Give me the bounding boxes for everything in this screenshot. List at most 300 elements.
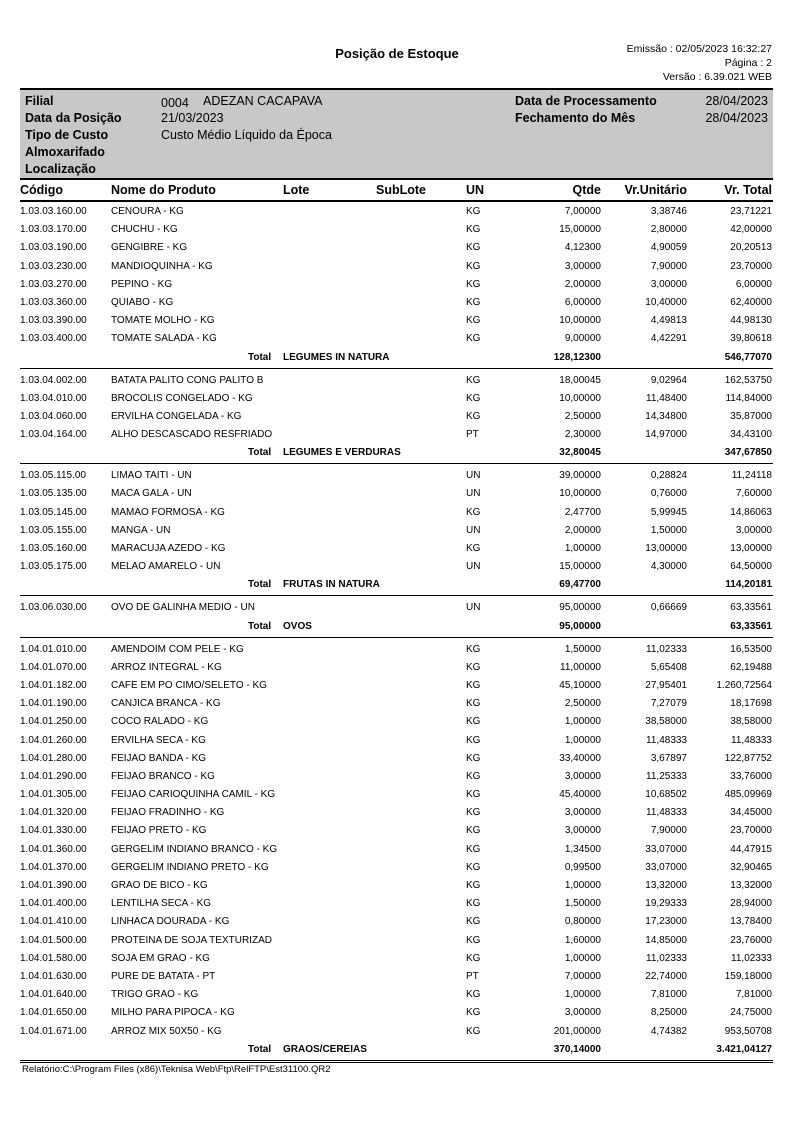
- product-unit: KG: [466, 543, 481, 554]
- product-code: 1.04.01.671.00: [20, 1025, 87, 1037]
- product-qtde: 33,40000: [559, 752, 601, 764]
- product-unit: KG: [466, 989, 481, 1001]
- product-total-value: 62,40000: [730, 296, 772, 308]
- product-unit: PT: [466, 970, 479, 982]
- product-name: COCO RALADO - KG: [111, 716, 209, 728]
- table-row: [20, 822, 773, 840]
- product-unit: UN: [466, 602, 481, 614]
- table-row: [20, 276, 773, 294]
- product-unit: UN: [466, 524, 481, 536]
- product-qtde: 1,00000: [564, 989, 601, 1001]
- product-code: 1.04.01.360.00: [20, 843, 87, 855]
- table-row: [20, 1004, 773, 1022]
- product-unit-value: 14,85000: [645, 934, 687, 946]
- table-row: [20, 713, 773, 731]
- product-unit: KG: [466, 934, 481, 946]
- product-code: 1.03.05.160.00: [20, 543, 87, 554]
- product-total-value: 7,60000: [735, 488, 772, 500]
- product-code: 1.04.01.650.00: [20, 1007, 87, 1019]
- product-qtde: 3,00000: [564, 770, 601, 782]
- product-unit-value: 0,28824: [650, 470, 687, 482]
- product-qtde: 95,00000: [559, 602, 601, 614]
- product-qtde: 15,00000: [559, 224, 601, 236]
- table-row: [20, 895, 773, 913]
- table-row: [20, 599, 773, 617]
- product-total-value: 44,98130: [730, 315, 772, 327]
- product-name: LENTILHA SECA - KG: [111, 898, 212, 910]
- data-posicao: 21/03/2023: [161, 111, 224, 125]
- table-row: [20, 294, 773, 312]
- product-name: GERGELIM INDIANO PRETO - KG: [111, 861, 269, 873]
- product-name: GENGIBRE - KG: [111, 242, 188, 254]
- product-unit: KG: [466, 661, 481, 673]
- table-row: [20, 968, 773, 986]
- product-unit-value: 11,25333: [646, 770, 687, 782]
- fechamento-label: Fechamento do Mês: [515, 111, 636, 125]
- product-code: 1.03.03.190.00: [20, 242, 87, 254]
- product-unit: KG: [466, 296, 481, 308]
- product-name: BROCOLIS CONGELADO - KG: [111, 392, 253, 404]
- product-unit-value: 11,48400: [646, 392, 687, 404]
- product-unit-value: 33,07000: [645, 843, 687, 855]
- product-unit-value: 11,02333: [646, 643, 687, 655]
- product-unit-value: 7,81000: [650, 989, 687, 1001]
- product-unit-value: 11,02333: [646, 952, 687, 964]
- product-unit: KG: [466, 392, 481, 404]
- col-qtde: Qtde: [572, 183, 601, 197]
- localizacao-label: Localização: [25, 162, 96, 176]
- product-total-value: 13,32000: [730, 880, 772, 891]
- product-unit: KG: [466, 224, 481, 236]
- product-qtde: 39,00000: [559, 470, 601, 482]
- product-name: BATATA PALITO CONG PALITO B: [111, 374, 264, 386]
- product-qtde: 1,00000: [564, 716, 601, 728]
- product-code: 1.04.01.400.00: [20, 898, 87, 910]
- table-row: [20, 859, 773, 877]
- product-total-value: 23,70000: [730, 260, 772, 272]
- table-row: [20, 540, 773, 558]
- product-total-value: 162,53750: [724, 374, 772, 386]
- table-row: [20, 804, 773, 822]
- group-name: OVOS: [283, 620, 312, 632]
- product-total-value: 64,50000: [730, 561, 772, 573]
- product-qtde: 2,30000: [564, 429, 601, 441]
- product-code: 1.04.01.320.00: [20, 807, 87, 819]
- table-row: [20, 950, 773, 968]
- product-total-value: 1.260,72564: [716, 679, 772, 691]
- product-total-value: 11,24118: [731, 470, 772, 482]
- group-total-row: [20, 444, 773, 464]
- product-total-value: 35,87000: [730, 410, 772, 422]
- group-total-qtde: 370,14000: [553, 1043, 601, 1055]
- product-code: 1.04.01.410.00: [20, 916, 87, 928]
- version: Versão : 6.39.021 WEB: [662, 71, 772, 83]
- table-row: [20, 330, 773, 348]
- product-code: 1.04.01.370.00: [20, 861, 87, 873]
- product-code: 1.04.01.580.00: [20, 952, 87, 964]
- product-total-value: 38,58000: [730, 716, 772, 728]
- tipo-custo: Custo Médio Líquido da Época: [161, 128, 332, 142]
- product-total-value: 18,17698: [730, 698, 772, 710]
- product-qtde: 2,50000: [564, 410, 601, 422]
- product-unit-value: 0,66669: [650, 602, 687, 614]
- product-name: CAFE EM PO CIMO/SELETO - KG: [111, 679, 267, 691]
- table-row: [20, 986, 773, 1004]
- product-unit-value: 4,30000: [650, 561, 687, 573]
- col-lote: Lote: [283, 183, 310, 197]
- product-qtde: 1,00000: [564, 734, 601, 746]
- product-unit: KG: [466, 825, 481, 837]
- product-qtde: 1,00000: [564, 880, 601, 891]
- product-unit-value: 3,00000: [650, 278, 687, 290]
- product-code: 1.03.06.030.00: [20, 602, 87, 614]
- product-qtde: 3,00000: [564, 825, 601, 837]
- product-unit: KG: [466, 242, 481, 254]
- product-code: 1.04.01.280.00: [20, 752, 87, 764]
- product-unit-value: 5,65408: [650, 661, 687, 673]
- product-code: 1.03.03.160.00: [20, 206, 87, 217]
- product-code: 1.03.03.400.00: [20, 333, 87, 345]
- col-vr-total: Vr. Total: [724, 183, 772, 197]
- product-unit: KG: [466, 716, 481, 728]
- product-qtde: 1,00000: [564, 952, 601, 964]
- product-qtde: 2,50000: [564, 698, 601, 710]
- product-code: 1.04.01.330.00: [20, 825, 87, 837]
- product-unit-value: 1,50000: [650, 524, 687, 536]
- product-name: PURE DE BATATA - PT: [111, 970, 216, 982]
- tipo-custo-label: Tipo de Custo: [25, 128, 109, 142]
- table-row: [20, 786, 773, 804]
- group-total-value: 114,20181: [725, 579, 772, 591]
- product-code: 1.03.03.390.00: [20, 315, 87, 327]
- column-header-row: [20, 182, 773, 202]
- product-total-value: 14,86063: [730, 506, 772, 518]
- total-label: Total: [248, 447, 272, 459]
- table-row: [20, 932, 773, 950]
- product-unit-value: 11,48333: [646, 734, 687, 746]
- data-processamento-label: Data de Processamento: [515, 94, 657, 108]
- table-row: [20, 522, 773, 540]
- product-code: 1.04.01.190.00: [20, 698, 87, 710]
- product-unit: KG: [466, 752, 481, 764]
- filial-label: Filial: [25, 94, 54, 108]
- product-qtde: 7,00000: [564, 970, 601, 982]
- table-row: [20, 659, 773, 677]
- product-total-value: 28,94000: [730, 898, 772, 910]
- data-processamento: 28/04/2023: [705, 94, 768, 108]
- product-unit-value: 3,38746: [650, 206, 687, 217]
- product-total-value: 24,75000: [730, 1007, 772, 1019]
- stock-table-body: [20, 203, 773, 1066]
- product-unit: KG: [466, 843, 481, 855]
- product-total-value: 23,70000: [730, 825, 772, 837]
- product-qtde: 45,10000: [559, 679, 601, 691]
- product-qtde: 0,80000: [564, 916, 601, 928]
- product-unit: KG: [466, 698, 481, 710]
- product-unit-value: 4,74382: [650, 1025, 687, 1037]
- product-name: ALHO DESCASCADO RESFRIADO: [111, 429, 273, 441]
- group-total-value: 63,33561: [730, 620, 772, 632]
- product-name: ARROZ INTEGRAL - KG: [111, 661, 222, 673]
- product-qtde: 45,40000: [559, 789, 601, 801]
- product-code: 1.03.05.145.00: [20, 506, 87, 518]
- product-code: 1.03.04.060.00: [20, 410, 87, 422]
- product-qtde: 15,00000: [559, 561, 601, 573]
- product-unit: KG: [466, 410, 481, 422]
- table-row: [20, 312, 773, 330]
- product-total-value: 62,19488: [730, 661, 772, 673]
- group-name: LEGUMES E VERDURAS: [283, 447, 401, 459]
- product-unit-value: 7,90000: [650, 260, 687, 272]
- product-code: 1.04.01.305.00: [20, 789, 87, 801]
- table-row: [20, 408, 773, 426]
- group-total-row: [20, 1041, 773, 1063]
- product-name: CENOURA - KG: [111, 206, 184, 217]
- table-row: [20, 239, 773, 257]
- table-row: [20, 695, 773, 713]
- product-name: SOJA EM GRAO - KG: [111, 952, 210, 964]
- product-name: FEIJAO CARIOQUINHA CAMIL - KG: [111, 789, 276, 801]
- data-posicao-label: Data da Posição: [25, 111, 122, 125]
- total-label: Total: [248, 579, 272, 591]
- product-total-value: 32,90465: [730, 861, 772, 873]
- product-code: 1.04.01.630.00: [20, 970, 87, 982]
- product-unit-value: 33,07000: [645, 861, 687, 873]
- table-row: [20, 677, 773, 695]
- product-unit-value: 8,25000: [650, 1007, 687, 1019]
- product-unit: KG: [466, 206, 481, 217]
- product-unit-value: 17,23000: [645, 916, 687, 928]
- fechamento: 28/04/2023: [705, 111, 768, 125]
- product-unit-value: 3,67897: [650, 752, 687, 764]
- product-name: LIMAO TAITI - UN: [111, 470, 192, 482]
- table-row: [20, 1023, 773, 1041]
- product-unit-value: 10,68502: [645, 789, 687, 801]
- product-name: TRIGO GRAO - KG: [111, 989, 199, 1001]
- product-qtde: 1,50000: [564, 898, 601, 910]
- table-row: [20, 913, 773, 931]
- product-unit: KG: [466, 643, 481, 655]
- product-unit-value: 7,27079: [650, 698, 687, 710]
- product-unit-value: 11,48333: [646, 807, 687, 819]
- product-unit-value: 0,76000: [650, 488, 687, 500]
- product-qtde: 10,00000: [559, 315, 601, 327]
- product-name: FEIJAO PRETO - KG: [111, 825, 207, 837]
- product-unit-value: 4,42291: [650, 333, 687, 345]
- table-row: [20, 841, 773, 859]
- col-codigo: Código: [20, 183, 64, 197]
- group-total-qtde: 32,80045: [559, 447, 601, 459]
- group-total-value: 347,67850: [724, 447, 772, 459]
- product-unit: KG: [466, 315, 481, 327]
- product-total-value: 23,76000: [730, 934, 772, 946]
- product-unit: KG: [466, 770, 481, 782]
- product-name: TOMATE SALADA - KG: [111, 333, 217, 345]
- product-code: 1.04.01.500.00: [20, 934, 87, 946]
- group-total-row: [20, 349, 773, 369]
- product-qtde: 0,99500: [564, 861, 601, 873]
- product-unit-value: 10,40000: [645, 296, 687, 308]
- group-total-row: [20, 576, 773, 596]
- product-unit-value: 13,32000: [645, 880, 687, 891]
- product-code: 1.04.01.640.00: [20, 989, 87, 1001]
- product-name: MELAO AMARELO - UN: [111, 561, 221, 573]
- product-unit-value: 4,90059: [650, 242, 687, 254]
- table-row: [20, 426, 773, 444]
- group-total-value: 3.421,04127: [716, 1043, 772, 1055]
- total-label: Total: [248, 620, 272, 632]
- product-qtde: 1,60000: [564, 934, 601, 946]
- table-row: [20, 732, 773, 750]
- col-nome: Nome do Produto: [111, 183, 216, 197]
- col-sublote: SubLote: [376, 183, 426, 197]
- product-unit: KG: [466, 952, 481, 964]
- product-name: AMENDOIM COM PELE - KG: [111, 643, 244, 655]
- product-name: OVO DE GALINHA MEDIO - UN: [111, 602, 255, 614]
- product-total-value: 13,78400: [730, 916, 772, 928]
- col-un: UN: [466, 183, 485, 197]
- product-total-value: 13,00000: [730, 543, 772, 554]
- product-name: MILHO PARA PIPOCA - KG: [111, 1007, 235, 1019]
- product-code: 1.04.01.250.00: [20, 716, 87, 728]
- product-qtde: 1,34500: [564, 843, 601, 855]
- product-code: 1.03.05.115.00: [20, 470, 86, 482]
- product-total-value: 44,47915: [730, 843, 772, 855]
- product-unit: KG: [466, 278, 481, 290]
- product-total-value: 6,00000: [735, 278, 772, 290]
- product-unit: KG: [466, 916, 481, 928]
- product-name: MARACUJA AZEDO - KG: [111, 543, 226, 554]
- product-name: GERGELIM INDIANO BRANCO - KG: [111, 843, 278, 855]
- product-unit: KG: [466, 260, 481, 272]
- product-unit: KG: [466, 880, 481, 891]
- product-total-value: 20,20513: [730, 242, 772, 254]
- product-name: ARROZ MIX 50X50 - KG: [111, 1025, 222, 1037]
- product-total-value: 122,87752: [724, 752, 772, 764]
- product-unit-value: 4,49813: [650, 315, 687, 327]
- product-unit-value: 5,99945: [650, 506, 687, 518]
- product-unit: KG: [466, 789, 481, 801]
- product-unit-value: 14,97000: [645, 429, 687, 441]
- product-total-value: 34,45000: [730, 807, 772, 819]
- product-unit-value: 9,02964: [650, 374, 687, 386]
- product-total-value: 33,76000: [730, 770, 772, 782]
- product-unit: KG: [466, 333, 481, 345]
- product-code: 1.04.01.010.00: [20, 643, 87, 655]
- group-total-qtde: 95,00000: [559, 620, 601, 632]
- product-unit: KG: [466, 1025, 481, 1037]
- product-name: ERVILHA SECA - KG: [111, 734, 206, 746]
- product-code: 1.03.03.270.00: [20, 278, 87, 290]
- product-qtde: 3,00000: [564, 807, 601, 819]
- product-unit: KG: [466, 807, 481, 819]
- product-total-value: 114,84000: [725, 392, 772, 404]
- table-row: [20, 750, 773, 768]
- product-total-value: 34,43100: [730, 429, 772, 441]
- product-unit: KG: [466, 679, 481, 691]
- report-path-footer: Relatório:C:\Program Files (x86)\Teknisa Web\Ftp\RelFTP\Est31100.QR2: [22, 1064, 331, 1075]
- product-code: 1.03.05.135.00: [20, 488, 87, 500]
- product-unit: PT: [466, 429, 479, 441]
- group-name: GRAOS/CEREIAS: [283, 1043, 367, 1055]
- product-code: 1.03.05.175.00: [20, 561, 87, 573]
- product-name: FEIJAO FRADINHO - KG: [111, 807, 225, 819]
- product-qtde: 10,00000: [559, 392, 601, 404]
- product-name: LINHACA DOURADA - KG: [111, 916, 230, 928]
- product-qtde: 7,00000: [564, 206, 601, 217]
- product-unit: UN: [466, 488, 481, 500]
- product-qtde: 3,00000: [564, 260, 601, 272]
- product-unit-value: 14,34800: [645, 410, 687, 422]
- product-qtde: 201,00000: [553, 1025, 601, 1037]
- product-name: CANJICA BRANCA - KG: [111, 698, 221, 710]
- product-qtde: 1,00000: [564, 543, 601, 554]
- product-total-value: 16,53500: [730, 643, 772, 655]
- emission-date: Emissão : 02/05/2023 16:32:27: [626, 43, 772, 55]
- product-name: ERVILHA CONGELADA - KG: [111, 410, 242, 422]
- product-qtde: 2,00000: [564, 524, 601, 536]
- product-unit-value: 19,29333: [645, 898, 687, 910]
- product-qtde: 18,00045: [559, 374, 601, 386]
- product-qtde: 1,50000: [564, 643, 601, 655]
- product-total-value: 953,50708: [724, 1025, 772, 1037]
- product-qtde: 9,00000: [564, 333, 601, 345]
- product-unit: UN: [466, 561, 481, 573]
- product-qtde: 10,00000: [559, 488, 601, 500]
- product-total-value: 39,80618: [730, 333, 772, 345]
- product-unit: KG: [466, 734, 481, 746]
- product-code: 1.03.03.230.00: [20, 260, 87, 272]
- product-name: MACA GALA - UN: [111, 488, 192, 500]
- product-name: MANDIOQUINHA - KG: [111, 260, 213, 272]
- product-name: FEIJAO BANDA - KG: [111, 752, 207, 764]
- almoxarifado-label: Almoxarifado: [25, 145, 105, 159]
- group-name: FRUTAS IN NATURA: [283, 579, 380, 591]
- product-name: PROTEINA DE SOJA TEXTURIZAD: [111, 934, 272, 946]
- product-total-value: 11,48333: [731, 734, 772, 746]
- product-unit-value: 38,58000: [645, 716, 687, 728]
- table-row: [20, 768, 773, 786]
- group-total-value: 546,77070: [724, 351, 772, 363]
- product-code: 1.04.01.260.00: [20, 734, 87, 746]
- product-code: 1.04.01.390.00: [20, 880, 87, 891]
- product-code: 1.03.03.360.00: [20, 296, 87, 308]
- table-row: [20, 390, 773, 408]
- filial-name: ADEZAN CACAPAVA: [203, 94, 323, 108]
- group-total-row: [20, 618, 773, 638]
- page-number: Página : 2: [724, 57, 772, 69]
- product-name: PEPINO - KG: [111, 278, 173, 290]
- product-unit: KG: [466, 1007, 481, 1019]
- report-title: Posição de Estoque: [335, 46, 459, 61]
- table-row: [20, 258, 773, 276]
- product-unit-value: 22,74000: [645, 970, 687, 982]
- product-code: 1.03.05.155.00: [20, 524, 87, 536]
- product-unit: KG: [466, 374, 481, 386]
- product-code: 1.04.01.182.00: [20, 679, 87, 691]
- product-total-value: 7,81000: [735, 989, 772, 1001]
- product-name: QUIABO - KG: [111, 296, 174, 308]
- product-qtde: 4,12300: [564, 242, 601, 254]
- product-code: 1.03.04.010.00: [20, 392, 87, 404]
- total-label: Total: [248, 1043, 272, 1055]
- product-name: FEIJAO BRANCO - KG: [111, 770, 215, 782]
- product-name: MAMAO FORMOSA - KG: [111, 506, 225, 518]
- group-name: LEGUMES IN NATURA: [283, 351, 390, 363]
- table-row: [20, 641, 773, 659]
- table-row: [20, 504, 773, 522]
- product-qtde: 2,47700: [564, 506, 601, 518]
